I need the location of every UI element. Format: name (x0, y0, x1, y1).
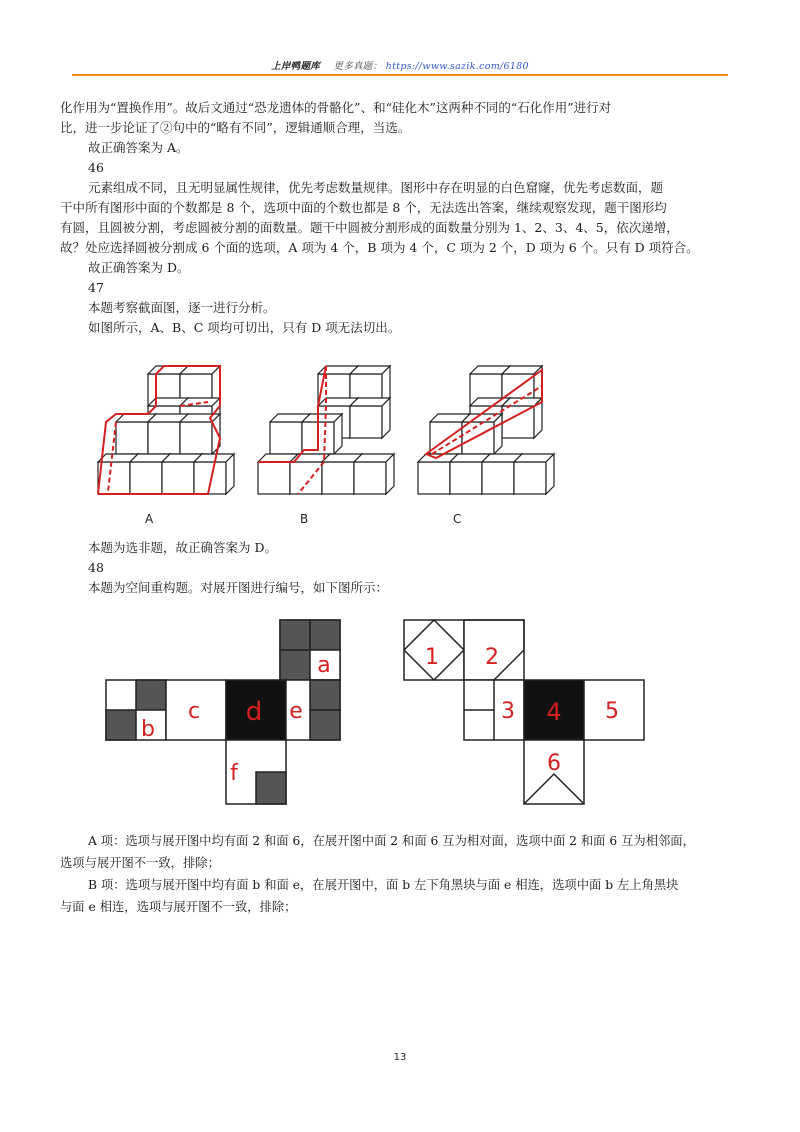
text-line: 本题考察截面图，逐一进行分析。 (88, 300, 276, 315)
net-left-label-b: b (141, 717, 155, 742)
net-right-label-3: 3 (501, 699, 515, 724)
text-block-2 (60, 538, 742, 598)
net-left-label-a: a (317, 653, 331, 678)
header-rule (72, 74, 728, 76)
text-line: 故正确答案为 D。 (88, 260, 190, 275)
text-line: 故？处应选择圆被分割成 6 个面的选项，A 项为 4 个，B 项为 4 个，C 项为 2 个，D 项为 6 个。只有 D 项符合。 (60, 240, 699, 255)
text-line: 选项与展开图不一致，排除； (60, 856, 220, 870)
text-line: 比，进一步论证了②句中的“略有不同”，逻辑通顺合理，当选。 (60, 120, 411, 135)
text-line: B 项：选项与展开图中均有面 b 和面 e，在展开图中，面 b 左下角黑块与面 e 相连，选项中面 b 左上角黑块 (88, 878, 679, 892)
text-line: 与面 e 相连，选项与展开图不一致，排除； (60, 900, 297, 914)
net-left-label-c: c (187, 699, 201, 724)
text-line: 本题为空间重构题。对展开图进行编号，如下图所示： (88, 580, 389, 595)
header-link[interactable]: https://www.sazik.com/6180 (385, 61, 529, 72)
page-number: 13 (393, 1052, 407, 1063)
net-right-label-6: 6 (547, 751, 561, 776)
figure-label-b: B (300, 512, 309, 526)
text-line: 故正确答案为 A。 (88, 140, 189, 155)
header-label: 更多真题： (333, 61, 383, 72)
figure-label-a: A (145, 512, 154, 526)
cube-figure-a (98, 366, 234, 494)
text-line: 本题为选非题，故正确答案为 D。 (88, 540, 277, 555)
question-number: 47 (88, 280, 104, 295)
text-block-3 (60, 830, 742, 918)
question-number: 48 (88, 560, 104, 575)
cube-section-figure (88, 362, 558, 502)
page-header (0, 58, 800, 72)
net-right-label-5: 5 (605, 699, 619, 724)
text-line: 元素组成不同，且无明显属性规律，优先考虑数量规律。图形中存在明显的白色窟窿，优先考虑数面，题 (88, 180, 664, 195)
text-line: 干中所有图形中面的个数都是 8 个，选项中面的个数也都是 8 个，无法选出答案，继续观察发现，题干图形均 (60, 200, 667, 215)
net-left (106, 620, 340, 804)
question-number: 46 (88, 160, 104, 175)
net-left-label-d: d (245, 697, 263, 727)
text-line: A 项：选项与展开图中均有面 2 和面 6，在展开图中面 2 和面 6 互为相对面，选项中面 2 和面 6 互为相邻面， (88, 834, 695, 848)
text-line: 如图所示，A、B、C 项均可切出，只有 D 项无法切出。 (88, 320, 401, 335)
cube-figure-b (258, 366, 394, 494)
header-brand: 上岸鸭题库 (271, 61, 321, 72)
text-block-1 (60, 98, 742, 338)
text-line: 化作用为“置换作用”。故后文通过“恐龙遗体的骨骼化”、和“硅化木”这两种不同的“石化作用”进行对 (60, 100, 612, 115)
net-left-label-e: e (289, 699, 303, 724)
net-left-label-f: f (230, 761, 238, 786)
unfolding-nets-figure (100, 614, 660, 810)
net-right-label-2: 2 (485, 645, 499, 670)
text-line: 有圆，且圆被分割，考虑圆被分割的面数量。题干中圆被分割形成的面数量分别为 1、2、3、4、5，依次递增， (60, 220, 679, 235)
cube-figure-c (418, 366, 554, 494)
figure-label-c: C (453, 512, 462, 526)
net-right-label-4: 4 (546, 698, 562, 726)
net-right-label-1: 1 (425, 645, 439, 670)
